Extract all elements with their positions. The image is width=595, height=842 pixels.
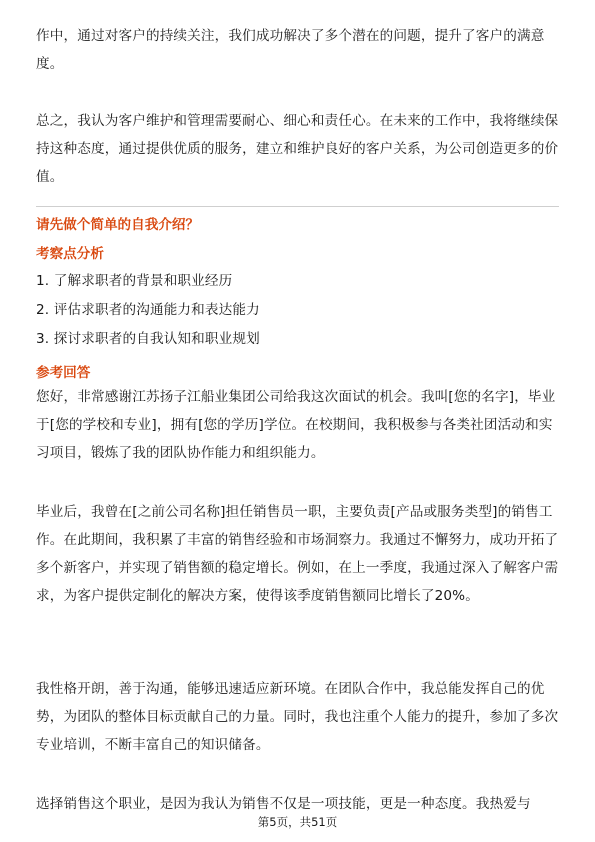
paragraph-summary: 总之，我认为客户维护和管理需要耐心、细心和责任心。在未来的工作中，我将继续保持这种态度，通过提供优质的服务，建立和维护良好的客户关系，为公司创造更多的价值。 [36, 113, 559, 185]
page-footer: 第5页，共51页 [257, 815, 338, 829]
question-heading: 请先做个简单的自我介绍？ [36, 217, 200, 233]
document-page [36, 0, 559, 842]
analysis-item: 1. 了解求职者的背景和职业经历 [36, 273, 233, 289]
answer-paragraph-experience: 毕业后，我曾在[之前公司名称]担任销售员一职，主要负责[产品或服务类型]的销售工作。在此期间，我积累了丰富的销售经验和市场洞察力。我通过不懈努力，成功开拓了多个新客户，并实现了销售额的稳定增长。例如，在上一季度，我通过深入了解客户需求，为客户提供定制化的解决方案，使得该季度销售额同比增长了20%。 [36, 504, 559, 604]
analysis-title: 考察点分析 [36, 246, 104, 262]
answer-title: 参考回答 [36, 365, 91, 381]
answer-paragraph-intro: 您好，非常感谢江苏扬子江船业集团公司给我这次面试的机会。我叫[您的名字]，毕业于[您的学校和专业]，拥有[您的学历]学位。在校期间，我积极参与各类社团活动和实习项目，锻炼了我的团队协作能力和组织能力。 [36, 389, 556, 461]
answer-paragraph-career-choice: 选择销售这个职业，是因为我认为销售不仅是一项技能，更是一种态度。我热爱与 [36, 796, 531, 812]
analysis-item: 2. 评估求职者的沟通能力和表达能力 [36, 302, 260, 318]
paragraph-customer-attention: 作中，通过对客户的持续关注，我们成功解决了多个潜在的问题，提升了客户的满意度。 [36, 28, 545, 72]
analysis-item: 3. 探讨求职者的自我认知和职业规划 [36, 331, 260, 347]
section-divider [36, 206, 559, 207]
answer-paragraph-personality: 我性格开朗，善于沟通，能够迅速适应新环境。在团队合作中，我总能发挥自己的优势，为团队的整体目标贡献自己的力量。同时，我也注重个人能力的提升，参加了多次专业培训，不断丰富自己的知识储备。 [36, 681, 559, 753]
